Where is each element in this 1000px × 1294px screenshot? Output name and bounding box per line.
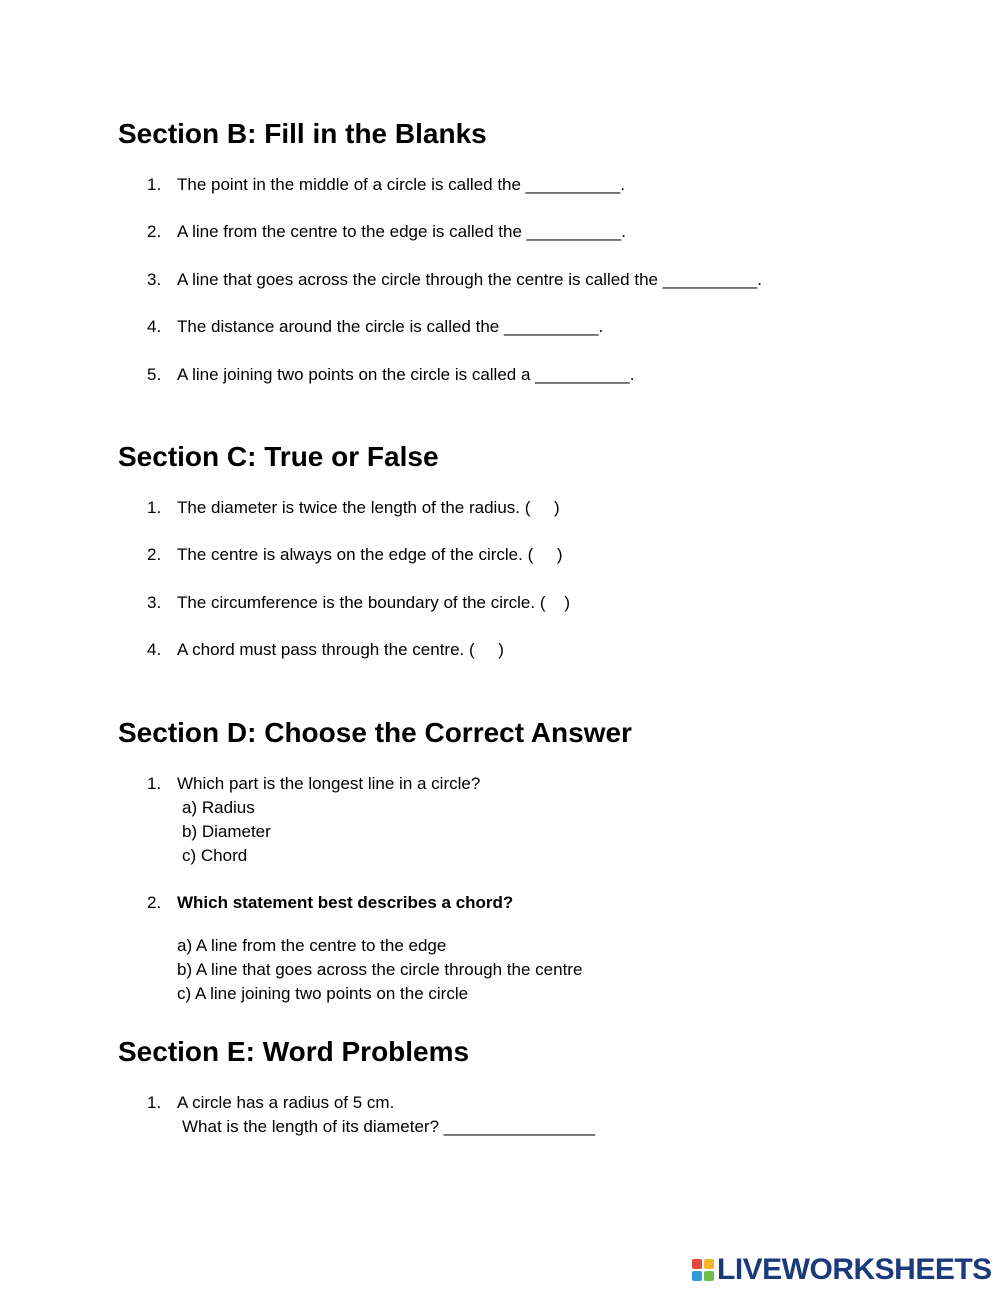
section-d-title: Section D: Choose the Correct Answer <box>118 717 632 748</box>
mcq-option: c) A line joining two points on the circle <box>177 984 469 1003</box>
liveworksheets-logo-icon <box>692 1259 714 1281</box>
list-number: 4. <box>147 640 162 659</box>
fill-blank-item: The distance around the circle is called the __________. <box>177 317 604 336</box>
fill-blank-item: The point in the middle of a circle is called the __________. <box>177 175 625 194</box>
mcq-question: Which statement best describes a chord? <box>177 893 514 912</box>
list-number: 3. <box>147 270 162 289</box>
word-problem-question: What is the length of its diameter? ________________ <box>182 1117 596 1136</box>
mcq-option: b) Diameter <box>182 822 271 841</box>
section-c-title: Section C: True or False <box>118 441 439 472</box>
liveworksheets-logo-text: LIVEWORKSHEETS <box>717 1253 992 1286</box>
true-false-item: The circumference is the boundary of the circle. ( ) <box>177 593 571 612</box>
list-number: 2. <box>147 893 162 912</box>
section-b-title: Section B: Fill in the Blanks <box>118 118 487 149</box>
list-number: 1. <box>147 1093 162 1112</box>
mcq-option: a) A line from the centre to the edge <box>177 936 447 955</box>
list-number: 1. <box>147 774 162 793</box>
list-number: 4. <box>147 317 162 336</box>
mcq-option: a) Radius <box>182 798 255 817</box>
list-number: 1. <box>147 498 162 517</box>
true-false-item: The diameter is twice the length of the radius. ( ) <box>177 498 560 517</box>
list-number: 1. <box>147 175 162 194</box>
mcq-option: b) A line that goes across the circle through the centre <box>177 960 583 979</box>
true-false-item: A chord must pass through the centre. ( ) <box>177 640 504 659</box>
list-number: 5. <box>147 365 162 384</box>
fill-blank-item: A line from the centre to the edge is called the __________. <box>177 222 626 241</box>
list-number: 2. <box>147 545 162 564</box>
mcq-question: Which part is the longest line in a circle? <box>177 774 481 793</box>
true-false-item: The centre is always on the edge of the circle. ( ) <box>177 545 563 564</box>
list-number: 2. <box>147 222 162 241</box>
mcq-option: c) Chord <box>182 846 248 865</box>
fill-blank-item: A line joining two points on the circle is called a __________. <box>177 365 635 384</box>
fill-blank-item: A line that goes across the circle through the centre is called the __________. <box>177 270 762 289</box>
liveworksheets-logo <box>692 1254 992 1286</box>
section-e-title: Section E: Word Problems <box>118 1036 470 1067</box>
list-number: 3. <box>147 593 162 612</box>
word-problem-text: A circle has a radius of 5 cm. <box>177 1093 395 1112</box>
